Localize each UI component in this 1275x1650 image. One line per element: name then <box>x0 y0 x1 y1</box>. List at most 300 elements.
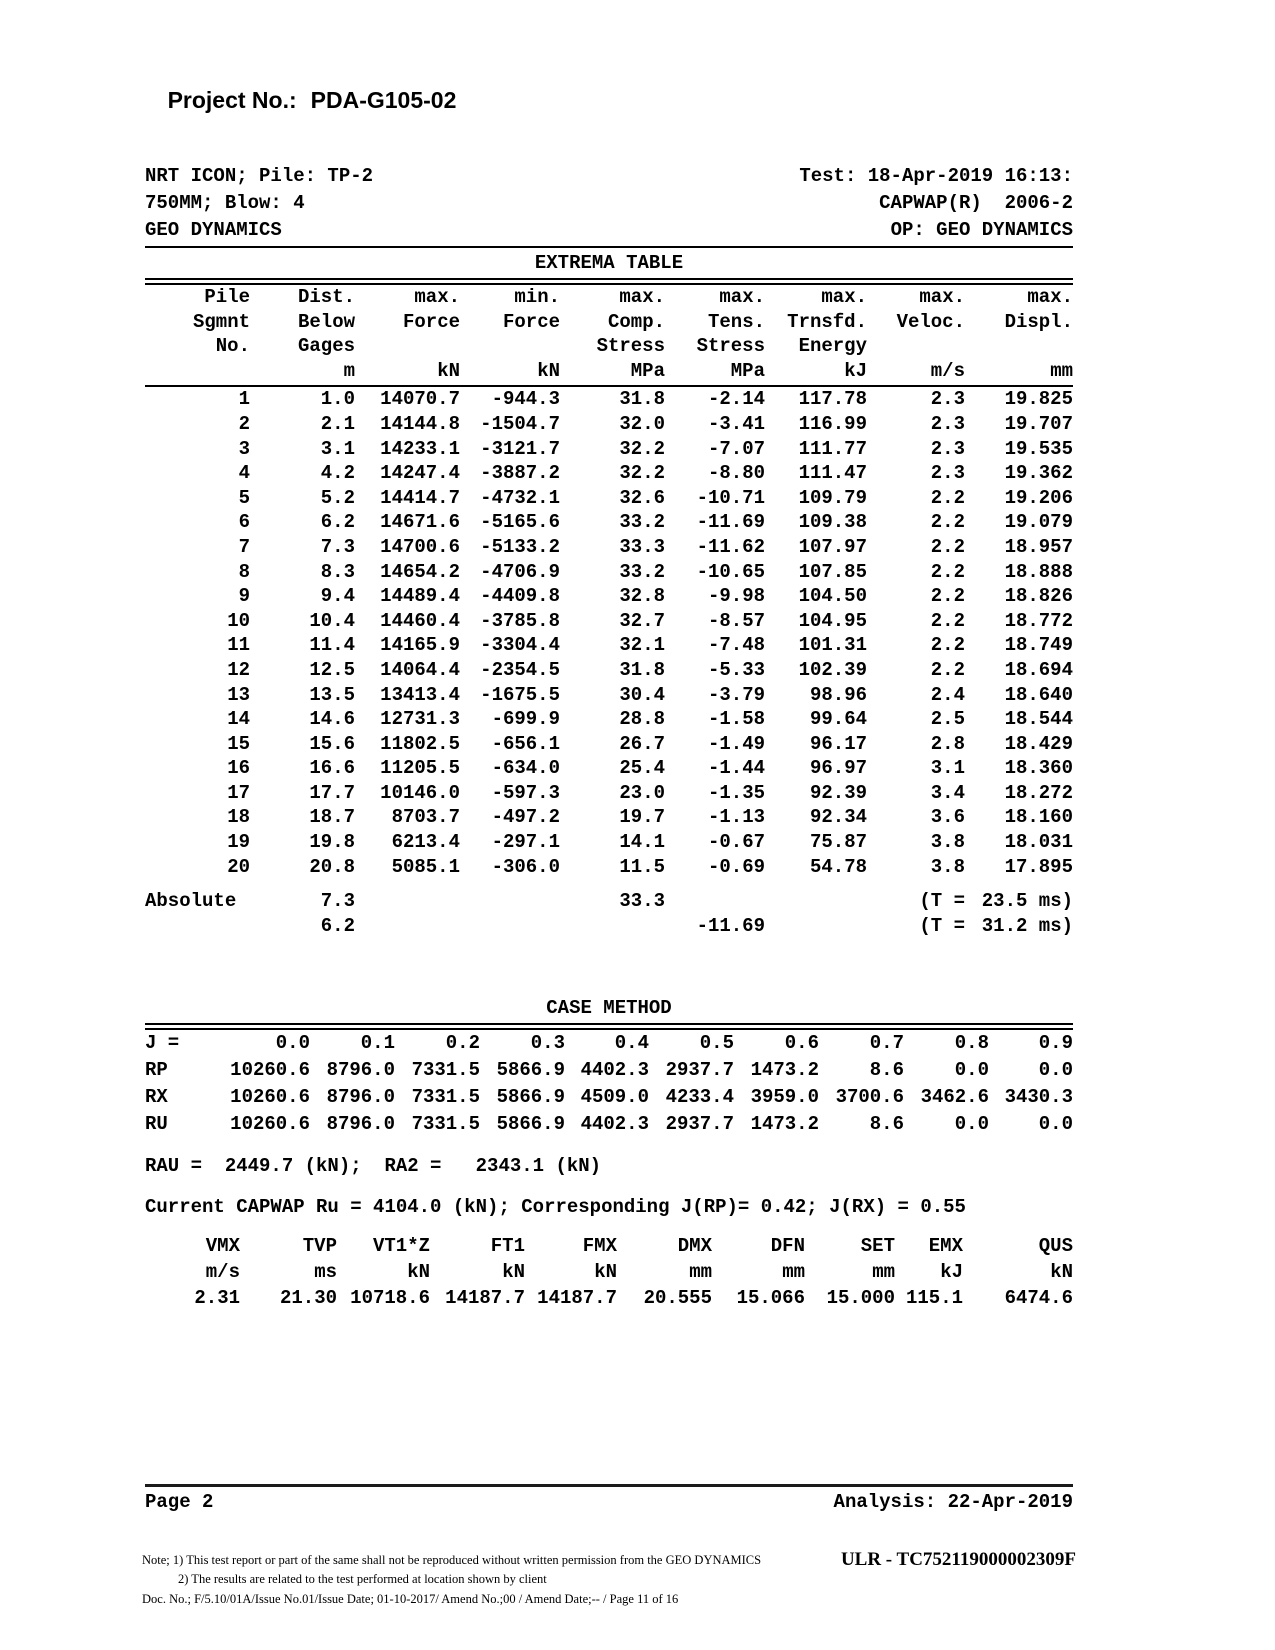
table-cell: max. <box>821 286 867 308</box>
table-cell: -1.49 <box>707 732 765 755</box>
table-cell: 12731.3 <box>380 708 460 731</box>
table-cell: kN <box>594 1261 617 1284</box>
table-cell: max. <box>719 286 765 308</box>
table-cell: -4706.9 <box>480 560 560 583</box>
table-cell: 19.362 <box>1004 462 1073 485</box>
table-cell: 10146.0 <box>380 781 460 804</box>
table-cell: kN <box>537 359 560 382</box>
table-cell: 19.535 <box>1004 437 1073 460</box>
table-cell: kN <box>1050 1261 1073 1284</box>
table-cell: 3 <box>238 437 250 460</box>
table-cell: mm <box>872 1261 895 1284</box>
table-cell: 13 <box>227 683 250 706</box>
table-cell: 23.0 <box>619 781 665 804</box>
table-cell: 96.97 <box>809 757 867 780</box>
table-cell <box>867 334 965 359</box>
note-line-2: 2) The results are related to the test performed at location shown by client <box>178 1572 547 1586</box>
table-cell: 10260.6 <box>230 1086 310 1109</box>
table-cell: 115.1 <box>905 1287 963 1310</box>
table-cell: 3.4 <box>930 781 965 804</box>
table-cell: 28.8 <box>619 708 665 731</box>
table-cell: 0.4 <box>614 1032 649 1055</box>
table-cell: 16.6 <box>309 757 355 780</box>
table-cell: 98.96 <box>809 683 867 706</box>
table-cell: 14233.1 <box>380 437 460 460</box>
table-cell: -4732.1 <box>480 486 560 509</box>
table-cell: Absolute <box>145 890 237 913</box>
table-cell: 2.2 <box>930 535 965 558</box>
table-row <box>145 1084 1073 1111</box>
table-cell: 15 <box>227 732 250 755</box>
operator-text: OP: GEO DYNAMICS <box>890 219 1073 241</box>
table-cell: 9 <box>238 585 250 608</box>
report-header-line-1 <box>145 163 1073 190</box>
table-cell: 31.2 ms) <box>981 914 1073 937</box>
table-cell: QUS <box>1038 1235 1073 1258</box>
table-cell <box>355 914 460 939</box>
table-cell: 18.360 <box>1004 757 1073 780</box>
table-cell: 8703.7 <box>391 806 460 829</box>
table-cell: 2.2 <box>930 560 965 583</box>
table-cell: 14070.7 <box>380 388 460 411</box>
table-cell: 2.2 <box>930 609 965 632</box>
table-cell: 16 <box>227 757 250 780</box>
table-cell: -7.48 <box>707 634 765 657</box>
table-cell: 111.47 <box>798 462 867 485</box>
table-cell: 18.749 <box>1004 634 1073 657</box>
table-row <box>145 560 1073 585</box>
table-cell: 1473.2 <box>750 1113 819 1136</box>
table-cell: 11 <box>227 634 250 657</box>
table-cell: ms <box>314 1261 337 1284</box>
table-cell: Gages <box>297 335 355 358</box>
company-text: GEO DYNAMICS <box>145 219 282 241</box>
table-cell: 32.8 <box>619 585 665 608</box>
table-cell: 14.1 <box>619 831 665 854</box>
table-cell: -699.9 <box>491 708 560 731</box>
table-cell: 19.825 <box>1004 388 1073 411</box>
table-cell: 2937.7 <box>665 1059 734 1082</box>
table-cell: MPa <box>730 359 765 382</box>
page-number: Page 2 <box>145 1491 214 1513</box>
table-cell: 18.544 <box>1004 708 1073 731</box>
ulr-number: ULR - TC752119000002309F <box>840 1549 1076 1570</box>
table-row <box>145 1285 1073 1311</box>
table-cell: 31.8 <box>619 388 665 411</box>
table-cell: 14165.9 <box>380 634 460 657</box>
table-cell: 18 <box>227 806 250 829</box>
table-row <box>145 609 1073 634</box>
table-row <box>145 889 1073 914</box>
table-cell: 19.7 <box>619 806 665 829</box>
report-body <box>145 163 1073 1311</box>
table-cell: 2.31 <box>194 1287 240 1310</box>
table-cell: 6 <box>238 511 250 534</box>
table-cell: (T = <box>919 890 965 913</box>
table-cell: VT1*Z <box>372 1235 430 1258</box>
table-cell <box>145 914 250 939</box>
test-date-text: Test: 18-Apr-2019 16:13: <box>799 165 1073 187</box>
table-cell: kN <box>502 1261 525 1284</box>
table-cell: 0.6 <box>784 1032 819 1055</box>
table-cell: 18.694 <box>1004 658 1073 681</box>
footer-rule <box>145 1484 1073 1487</box>
table-row <box>145 387 1073 412</box>
table-row <box>145 584 1073 609</box>
table-cell: 2.3 <box>930 412 965 435</box>
table-cell: -0.67 <box>707 831 765 854</box>
table-cell: Displ. <box>1004 310 1073 333</box>
table-cell: 14064.4 <box>380 658 460 681</box>
case-method-title: CASE METHOD <box>546 997 672 1020</box>
table-cell: -3304.4 <box>480 634 560 657</box>
table-cell: -3121.7 <box>480 437 560 460</box>
table-cell: 8 <box>238 560 250 583</box>
table-cell: 104.95 <box>798 609 867 632</box>
table-cell: 7.3 <box>320 535 355 558</box>
table-cell: 0.8 <box>954 1032 989 1055</box>
table-cell: 17 <box>227 781 250 804</box>
table-cell: kN <box>437 359 460 382</box>
table-cell: -2.14 <box>707 388 765 411</box>
final-results-table <box>145 1233 1073 1311</box>
table-cell: VMX <box>205 1235 240 1258</box>
table-cell: 5 <box>238 486 250 509</box>
table-cell: 102.39 <box>798 658 867 681</box>
table-cell: -1504.7 <box>480 412 560 435</box>
table-row <box>145 633 1073 658</box>
table-cell: 14247.4 <box>380 462 460 485</box>
table-cell: -5.33 <box>707 658 765 681</box>
table-cell: (T = <box>919 914 965 937</box>
table-cell: max. <box>919 286 965 308</box>
table-cell: 17.7 <box>309 781 355 804</box>
table-cell: -634.0 <box>491 757 560 780</box>
table-row <box>145 707 1073 732</box>
table-cell: 0.3 <box>530 1032 565 1055</box>
table-cell: 18.272 <box>1004 781 1073 804</box>
table-cell: 0.7 <box>869 1032 904 1055</box>
table-cell: 10 <box>227 609 250 632</box>
table-cell <box>460 334 560 359</box>
table-cell: 19.079 <box>1004 511 1073 534</box>
table-cell: 14 <box>227 708 250 731</box>
table-cell: 14.6 <box>309 708 355 731</box>
fine-print-block <box>142 1551 842 1609</box>
table-cell: 19.8 <box>309 831 355 854</box>
table-cell: mm <box>1050 359 1073 382</box>
table-cell: 3959.0 <box>750 1086 819 1109</box>
table-cell: -10.71 <box>696 486 765 509</box>
table-cell: 14460.4 <box>380 609 460 632</box>
table-cell: -0.69 <box>707 855 765 878</box>
table-cell: 18.957 <box>1004 535 1073 558</box>
table-cell <box>765 889 867 914</box>
table-row <box>145 1030 1073 1057</box>
extrema-header-table <box>145 285 1073 383</box>
table-cell: 33.2 <box>619 560 665 583</box>
table-cell: 14489.4 <box>380 585 460 608</box>
table-cell: -4409.8 <box>480 585 560 608</box>
table-cell: Veloc. <box>896 310 965 333</box>
table-cell: Force <box>402 310 460 333</box>
table-cell: 7331.5 <box>411 1113 480 1136</box>
table-cell: 3.1 <box>320 437 355 460</box>
table-cell: -10.65 <box>696 560 765 583</box>
project-number: PDA-G105-02 <box>310 87 457 113</box>
table-row <box>145 461 1073 486</box>
table-cell: 14144.8 <box>380 412 460 435</box>
table-cell: Energy <box>798 335 867 358</box>
table-cell: 33.2 <box>619 511 665 534</box>
table-row <box>145 756 1073 781</box>
table-cell: DMX <box>677 1235 712 1258</box>
table-cell: 2.2 <box>930 658 965 681</box>
project-label: Project No.: <box>167 87 297 113</box>
table-cell <box>355 334 460 359</box>
table-cell: 20 <box>227 855 250 878</box>
table-cell: SET <box>860 1235 895 1258</box>
table-cell: -1.58 <box>707 708 765 731</box>
table-cell: RP <box>145 1059 168 1082</box>
table-cell: -1.44 <box>707 757 765 780</box>
table-cell: 117.78 <box>798 388 867 411</box>
table-cell: 75.87 <box>809 831 867 854</box>
table-cell <box>460 914 560 939</box>
table-cell <box>765 914 867 939</box>
table-cell: 2.2 <box>930 511 965 534</box>
table-cell: 4402.3 <box>580 1059 649 1082</box>
table-cell: 14187.7 <box>445 1287 525 1310</box>
table-cell: 2.3 <box>930 388 965 411</box>
table-row <box>145 510 1073 535</box>
extrema-absolute-table <box>145 889 1073 938</box>
table-cell: 0.0 <box>954 1059 989 1082</box>
table-cell: 26.7 <box>619 732 665 755</box>
table-cell: Dist. <box>297 286 355 308</box>
table-cell: 3.8 <box>930 855 965 878</box>
table-row <box>145 412 1073 437</box>
table-cell: 32.7 <box>619 609 665 632</box>
report-header-line-2 <box>145 190 1073 217</box>
table-cell: 6.2 <box>320 511 355 534</box>
table-cell: 8796.0 <box>326 1086 395 1109</box>
table-cell: 15.066 <box>736 1287 805 1310</box>
table-cell: -3785.8 <box>480 609 560 632</box>
table-cell <box>460 889 560 914</box>
table-cell: kN <box>407 1261 430 1284</box>
table-row <box>145 334 1073 359</box>
table-cell: 2.5 <box>930 708 965 731</box>
table-cell: Force <box>502 310 560 333</box>
case-method-table <box>145 1030 1073 1138</box>
table-row <box>145 1057 1073 1084</box>
report-header-line-3 <box>145 217 1073 244</box>
table-cell: 25.4 <box>619 757 665 780</box>
table-cell: 8796.0 <box>326 1113 395 1136</box>
table-cell: 18.429 <box>1004 732 1073 755</box>
page-footer <box>145 1491 1073 1513</box>
table-cell: 1473.2 <box>750 1059 819 1082</box>
table-cell: 7331.5 <box>411 1086 480 1109</box>
table-cell: -1675.5 <box>480 683 560 706</box>
table-cell: 20.555 <box>643 1287 712 1310</box>
table-cell: 23.5 ms) <box>981 890 1073 913</box>
table-cell: 5085.1 <box>391 855 460 878</box>
table-row <box>145 683 1073 708</box>
table-row <box>145 1259 1073 1285</box>
table-cell <box>665 889 765 914</box>
table-cell: 32.2 <box>619 437 665 460</box>
table-cell: 107.97 <box>798 535 867 558</box>
note-line-1: Note; 1) This test report or part of the same shall not be reproduced without written permission from the GEO DYNAMICS <box>142 1553 762 1567</box>
table-cell: 18.772 <box>1004 609 1073 632</box>
table-cell: No. <box>215 335 250 358</box>
table-cell: 7.3 <box>320 890 355 913</box>
table-cell: Sgmnt <box>192 310 250 333</box>
table-cell: 7331.5 <box>411 1059 480 1082</box>
table-cell: 54.78 <box>809 855 867 878</box>
table-cell: 21.30 <box>279 1287 337 1310</box>
table-cell: 14654.2 <box>380 560 460 583</box>
table-row <box>145 437 1073 462</box>
extrema-table-title: EXTREMA TABLE <box>534 252 684 274</box>
table-cell: Below <box>297 310 355 333</box>
table-cell: -11.69 <box>696 914 765 937</box>
table-cell: -297.1 <box>491 831 560 854</box>
table-cell: -1.13 <box>707 806 765 829</box>
table-cell: 31.8 <box>619 658 665 681</box>
table-cell: -1.35 <box>707 781 765 804</box>
table-cell: FMX <box>582 1235 617 1258</box>
table-cell: 2.3 <box>930 437 965 460</box>
table-cell: 99.64 <box>809 708 867 731</box>
table-cell: 2.1 <box>320 412 355 435</box>
table-cell: 9.4 <box>320 585 355 608</box>
table-cell: kJ <box>940 1261 963 1284</box>
table-row <box>145 855 1073 880</box>
table-row <box>145 535 1073 560</box>
table-cell: 13.5 <box>309 683 355 706</box>
table-cell: 3700.6 <box>835 1086 904 1109</box>
table-cell: 18.888 <box>1004 560 1073 583</box>
table-cell: Pile <box>204 286 250 308</box>
table-cell: 0.0 <box>954 1113 989 1136</box>
table-row <box>145 486 1073 511</box>
table-cell: 5866.9 <box>496 1059 565 1082</box>
table-cell: 4 <box>238 462 250 485</box>
table-cell: 19 <box>227 831 250 854</box>
table-cell: 0.0 <box>1038 1059 1073 1082</box>
table-cell: 19.707 <box>1004 412 1073 435</box>
table-cell: 0.0 <box>1038 1113 1073 1136</box>
table-cell: 8796.0 <box>326 1059 395 1082</box>
table-cell: kJ <box>844 359 867 382</box>
table-cell: 1.0 <box>320 388 355 411</box>
table-cell: 10.4 <box>309 609 355 632</box>
table-cell: 3.1 <box>930 757 965 780</box>
table-cell: RU <box>145 1113 168 1136</box>
table-cell: 6213.4 <box>391 831 460 854</box>
table-cell: 107.85 <box>798 560 867 583</box>
table-cell: 0.9 <box>1038 1032 1073 1055</box>
table-cell: EMX <box>928 1235 963 1258</box>
table-row <box>145 310 1073 335</box>
table-cell: 0.2 <box>445 1032 480 1055</box>
table-cell: 11802.5 <box>380 732 460 755</box>
table-cell: -597.3 <box>491 781 560 804</box>
table-cell: 3462.6 <box>920 1086 989 1109</box>
table-cell: 13413.4 <box>380 683 460 706</box>
table-cell: 32.6 <box>619 486 665 509</box>
table-cell: mm <box>782 1261 805 1284</box>
table-cell: 2 <box>238 412 250 435</box>
table-cell: -11.62 <box>696 535 765 558</box>
table-cell: m/s <box>205 1261 240 1284</box>
table-cell: 8.6 <box>869 1113 904 1136</box>
table-cell: 4233.4 <box>665 1086 734 1109</box>
rau-line: RAU = 2449.7 (kN); RA2 = 2343.1 (kN) <box>145 1155 602 1178</box>
table-cell: Trnsfd. <box>787 310 867 333</box>
table-cell: 8.6 <box>869 1059 904 1082</box>
table-cell: 2937.7 <box>665 1113 734 1136</box>
table-cell <box>355 889 460 914</box>
table-cell: 5.2 <box>320 486 355 509</box>
table-cell: 14671.6 <box>380 511 460 534</box>
table-row <box>145 285 1073 310</box>
table-cell: -9.98 <box>707 585 765 608</box>
table-cell: 2.2 <box>930 585 965 608</box>
table-row <box>145 732 1073 757</box>
table-cell: 10260.6 <box>230 1059 310 1082</box>
table-cell: -5133.2 <box>480 535 560 558</box>
table-cell: -5165.6 <box>480 511 560 534</box>
double-rule <box>145 1023 1073 1030</box>
table-cell: 33.3 <box>619 890 665 913</box>
extrema-data-table <box>145 387 1073 879</box>
table-cell <box>560 914 665 939</box>
table-row <box>145 914 1073 939</box>
table-row <box>145 1233 1073 1259</box>
table-cell: 6.2 <box>320 914 355 937</box>
table-cell: 4.2 <box>320 462 355 485</box>
table-cell: 11.4 <box>309 634 355 657</box>
table-cell: 11.5 <box>619 855 665 878</box>
table-cell: J = <box>145 1032 180 1055</box>
table-cell: m/s <box>930 359 965 382</box>
project-number-title <box>142 60 456 141</box>
table-cell: 1 <box>238 388 250 411</box>
table-cell: -8.57 <box>707 609 765 632</box>
table-cell: RX <box>145 1086 168 1109</box>
table-cell: -306.0 <box>491 855 560 878</box>
table-cell: 32.0 <box>619 412 665 435</box>
table-cell: 14187.7 <box>537 1287 617 1310</box>
table-cell: 11205.5 <box>380 757 460 780</box>
table-cell: -11.69 <box>696 511 765 534</box>
table-cell: FT1 <box>490 1235 525 1258</box>
table-cell: 92.39 <box>809 781 867 804</box>
divider-rule <box>145 246 1073 248</box>
table-cell: 19.206 <box>1004 486 1073 509</box>
table-cell: max. <box>414 286 460 308</box>
table-cell: -7.07 <box>707 437 765 460</box>
table-cell: 18.160 <box>1004 806 1073 829</box>
blow-text: 750MM; Blow: 4 <box>145 192 305 214</box>
doc-control-line: Doc. No.; F/5.10/01A/Issue No.01/Issue Date; 01-10-2017/ Amend No.;00 / Amend Date;-- / Page 11 of 16 <box>142 1592 679 1606</box>
table-cell: Stress <box>696 335 765 358</box>
table-cell: 5866.9 <box>496 1086 565 1109</box>
